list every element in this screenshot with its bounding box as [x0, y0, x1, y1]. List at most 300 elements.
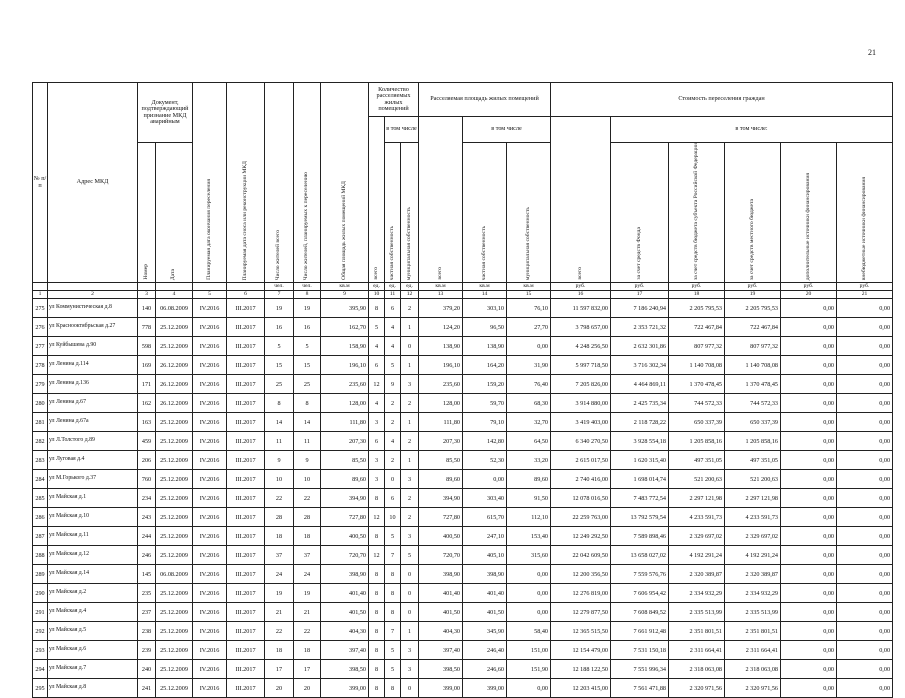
table-cell: 241 — [138, 679, 156, 698]
table-cell: 285 — [33, 489, 48, 508]
address-cell: ул Ленина д.67 — [48, 394, 138, 413]
table-cell: 7 589 898,46 — [611, 527, 669, 546]
address-cell: ул Майская д.12 — [48, 546, 138, 565]
table-cell: 8 — [369, 622, 385, 641]
table-cell: 615,70 — [463, 508, 507, 527]
table-cell: IV.2016 — [193, 546, 227, 565]
header-area-incl: в том числе — [463, 117, 551, 143]
table-cell: 89,60 — [507, 470, 551, 489]
table-cell: 0,00 — [781, 679, 837, 698]
table-cell: 8 — [369, 679, 385, 698]
table-cell: 288 — [33, 546, 48, 565]
table-cell: 459 — [138, 432, 156, 451]
table-cell: 8 — [385, 584, 401, 603]
table-cell: 22 — [265, 489, 294, 508]
table-cell: 0,00 — [781, 489, 837, 508]
table-cell: 246,40 — [463, 641, 507, 660]
unit-cell: чел. — [265, 283, 294, 291]
table-cell: 7 483 772,54 — [611, 489, 669, 508]
table-cell: 401,50 — [463, 603, 507, 622]
unit-cell — [33, 283, 48, 291]
table-cell: III.2017 — [227, 546, 265, 565]
table-cell: IV.2016 — [193, 337, 227, 356]
table-cell: 10 — [265, 470, 294, 489]
address-cell: ул Майская д.4 — [48, 603, 138, 622]
table-cell: 1 205 858,16 — [725, 432, 781, 451]
header-area-municipal: муниципальная собственность — [524, 206, 531, 280]
table-cell: 744 572,33 — [669, 394, 725, 413]
table-row — [33, 318, 893, 337]
table-cell: 6 340 270,50 — [551, 432, 611, 451]
table-cell: 25 — [294, 375, 321, 394]
table-cell: 3 — [401, 527, 419, 546]
table-cell: 142,80 — [463, 432, 507, 451]
table-cell: 25.12.2009 — [156, 603, 193, 622]
column-number-cell: 4 — [156, 291, 193, 299]
unit-cell: кв.м — [463, 283, 507, 291]
table-cell: 25.12.2009 — [156, 679, 193, 698]
table-cell: 400,50 — [419, 527, 463, 546]
table-cell: 2 740 416,00 — [551, 470, 611, 489]
table-cell: 25 — [265, 375, 294, 394]
table-cell: 280 — [33, 394, 48, 413]
table-cell: 138,90 — [419, 337, 463, 356]
table-cell: 1 — [401, 622, 419, 641]
table-cell: 158,90 — [321, 337, 369, 356]
table-cell: 12 188 122,50 — [551, 660, 611, 679]
table-cell: 1 — [401, 451, 419, 470]
header-cost-subject: за счет средств бюджета субъекта Российской Федерации — [692, 143, 699, 280]
table-cell: 287 — [33, 527, 48, 546]
header-address: Адрес МКД — [48, 83, 138, 283]
table-cell: 19 — [294, 584, 321, 603]
table-cell: 497 351,05 — [725, 451, 781, 470]
table-cell: 13 792 579,54 — [611, 508, 669, 527]
column-number-cell: 10 — [369, 291, 385, 299]
table-cell: 8 — [369, 565, 385, 584]
table-cell: 06.08.2009 — [156, 565, 193, 584]
table-cell: 4 — [369, 337, 385, 356]
table-cell: 2 311 664,41 — [669, 641, 725, 660]
table-cell: 0,00 — [781, 470, 837, 489]
table-cell: III.2017 — [227, 584, 265, 603]
table-cell: 235,60 — [321, 375, 369, 394]
table-cell: 0,00 — [507, 337, 551, 356]
unit-cell — [48, 283, 138, 291]
table-cell: 807 977,32 — [669, 337, 725, 356]
unit-cell — [193, 283, 227, 291]
table-cell: 159,20 — [463, 375, 507, 394]
table-cell: 11 — [294, 432, 321, 451]
table-cell: 124,20 — [419, 318, 463, 337]
unit-cell: ед. — [401, 283, 419, 291]
table-row — [33, 337, 893, 356]
table-cell: 112,10 — [507, 508, 551, 527]
column-number-cell: 13 — [419, 291, 463, 299]
table-cell: 5 — [294, 337, 321, 356]
table-cell: 151,90 — [507, 660, 551, 679]
table-cell: 7 186 240,94 — [611, 299, 669, 318]
table-cell: 398,50 — [419, 660, 463, 679]
table-row — [33, 641, 893, 660]
table-cell: 284 — [33, 470, 48, 489]
table-row — [33, 565, 893, 584]
table-cell: III.2017 — [227, 337, 265, 356]
address-cell: ул Ленина д.67а — [48, 413, 138, 432]
table-cell: 399,00 — [463, 679, 507, 698]
table-cell: 25.12.2009 — [156, 413, 193, 432]
address-cell: ул Майская д.10 — [48, 508, 138, 527]
table-cell: 235,60 — [419, 375, 463, 394]
table-cell: 0,00 — [781, 299, 837, 318]
table-cell: 13 658 027,02 — [611, 546, 669, 565]
header-cost-fund: за счет средств Фонда — [635, 227, 642, 280]
table-cell: 7 606 954,42 — [611, 584, 669, 603]
table-cell: 0,00 — [837, 337, 893, 356]
table-cell: III.2017 — [227, 622, 265, 641]
table-cell: 8 — [265, 394, 294, 413]
address-cell: ул Майская д.14 — [48, 565, 138, 584]
table-cell: III.2017 — [227, 413, 265, 432]
table-cell: 7 531 150,18 — [611, 641, 669, 660]
table-cell: 22 042 609,50 — [551, 546, 611, 565]
table-cell: 2 351 801,51 — [725, 622, 781, 641]
unit-cell — [227, 283, 265, 291]
table-cell: 521 200,63 — [725, 470, 781, 489]
table-cell: 7 561 471,88 — [611, 679, 669, 698]
table-cell: 5 — [265, 337, 294, 356]
table-cell: 399,00 — [419, 679, 463, 698]
table-cell: 21 — [265, 603, 294, 622]
table-cell: 207,30 — [321, 432, 369, 451]
unit-cell: кв.м — [419, 283, 463, 291]
table-cell: IV.2016 — [193, 432, 227, 451]
table-cell: 25.12.2009 — [156, 622, 193, 641]
table-cell: 8 — [385, 565, 401, 584]
table-cell: 401,50 — [419, 603, 463, 622]
header-cost-group: Стоимость переселения граждан — [551, 83, 893, 117]
header-total-area: Общая площадь жилых помещений МКД — [340, 181, 347, 280]
table-cell: 2 320 389,87 — [669, 565, 725, 584]
table-cell: 3 419 403,00 — [551, 413, 611, 432]
table-cell: 24 — [265, 565, 294, 584]
column-number-cell: 11 — [385, 291, 401, 299]
table-cell: 0,00 — [837, 356, 893, 375]
table-cell: 8 — [369, 527, 385, 546]
table-cell: IV.2016 — [193, 641, 227, 660]
table-cell: 59,70 — [463, 394, 507, 413]
table-cell: 283 — [33, 451, 48, 470]
table-cell: 7 559 576,76 — [611, 565, 669, 584]
table-cell: III.2017 — [227, 318, 265, 337]
header-cost-all: всего — [576, 267, 583, 280]
table-cell: 0,00 — [507, 603, 551, 622]
table-cell: 4 — [385, 337, 401, 356]
address-cell: ул Ленина д.114 — [48, 356, 138, 375]
table-cell: 128,00 — [321, 394, 369, 413]
table-cell: 11 — [265, 432, 294, 451]
table-cell: 5 — [385, 356, 401, 375]
table-cell: 25.12.2009 — [156, 546, 193, 565]
table-cell: 162 — [138, 394, 156, 413]
table-cell: 401,40 — [419, 584, 463, 603]
table-cell: 10 — [294, 470, 321, 489]
table-cell: 2 318 063,08 — [725, 660, 781, 679]
header-document: Документ, подтверждающий признание МКД аварийным — [138, 83, 193, 143]
table-cell: 18 — [294, 527, 321, 546]
table-cell: 164,20 — [463, 356, 507, 375]
table-cell: 8 — [294, 394, 321, 413]
table-cell: 7 205 826,00 — [551, 375, 611, 394]
table-cell: 9 — [265, 451, 294, 470]
table-cell: 0,00 — [837, 546, 893, 565]
table-cell: 275 — [33, 299, 48, 318]
table-cell: 379,20 — [419, 299, 463, 318]
table-cell: 3 716 302,34 — [611, 356, 669, 375]
table-cell: 8 — [369, 489, 385, 508]
table-cell: 169 — [138, 356, 156, 375]
table-cell: 25.12.2009 — [156, 527, 193, 546]
table-cell: 727,80 — [419, 508, 463, 527]
table-cell: 244 — [138, 527, 156, 546]
table-cell: 25.12.2009 — [156, 508, 193, 527]
table-cell: 11 597 832,00 — [551, 299, 611, 318]
table-cell: 196,10 — [321, 356, 369, 375]
table-cell: 0,00 — [507, 565, 551, 584]
table-cell: 293 — [33, 641, 48, 660]
table-cell: 0,00 — [463, 470, 507, 489]
table-cell: 0,00 — [781, 508, 837, 527]
column-number-cell: 2 — [48, 291, 138, 299]
table-cell: 0,00 — [781, 527, 837, 546]
header-residents: Число жителей всего — [275, 229, 282, 280]
table-cell: 398,90 — [321, 565, 369, 584]
table-cell: 196,10 — [419, 356, 463, 375]
table-cell: 37 — [294, 546, 321, 565]
table-cell: 76,10 — [507, 299, 551, 318]
table-cell: 7 551 996,34 — [611, 660, 669, 679]
header-cost-extra: дополнительные источники финансирования — [804, 172, 811, 280]
table-cell: 7 — [385, 622, 401, 641]
table-cell: 96,50 — [463, 318, 507, 337]
table-cell: 2 — [401, 299, 419, 318]
table-cell: 0,00 — [837, 413, 893, 432]
table-cell: 292 — [33, 622, 48, 641]
column-number-cell: 17 — [611, 291, 669, 299]
table-cell: 276 — [33, 318, 48, 337]
table-cell: IV.2016 — [193, 508, 227, 527]
column-number-cell: 20 — [781, 291, 837, 299]
header-area-private: частная собственность — [480, 225, 487, 280]
table-cell: 12 078 016,50 — [551, 489, 611, 508]
table-cell: 06.08.2009 — [156, 299, 193, 318]
table-cell: 64,50 — [507, 432, 551, 451]
table-row — [33, 660, 893, 679]
table-cell: 3 798 657,00 — [551, 318, 611, 337]
table-cell: 0,00 — [781, 546, 837, 565]
header-area-group: Расселяемая площадь жилых помещений — [419, 83, 551, 117]
table-cell: 247,10 — [463, 527, 507, 546]
table-cell: 0 — [401, 584, 419, 603]
table-cell: 22 259 763,00 — [551, 508, 611, 527]
table-cell: 1 — [401, 413, 419, 432]
table-cell: 0 — [385, 470, 401, 489]
table-cell: 3 928 554,18 — [611, 432, 669, 451]
table-cell: 760 — [138, 470, 156, 489]
table-cell: 89,60 — [321, 470, 369, 489]
table-cell: 12 279 877,50 — [551, 603, 611, 622]
unit-cell — [138, 283, 156, 291]
table-cell: IV.2016 — [193, 527, 227, 546]
unit-cell: кв.м — [507, 283, 551, 291]
column-number-cell: 12 — [401, 291, 419, 299]
table-cell: 3 914 880,00 — [551, 394, 611, 413]
table-cell: 31,90 — [507, 356, 551, 375]
header-plan-end: Планируемая дата окончания переселения — [205, 179, 212, 280]
table-cell: 650 337,39 — [725, 413, 781, 432]
table-cell: 28 — [294, 508, 321, 527]
table-cell: 145 — [138, 565, 156, 584]
table-cell: 0,00 — [837, 451, 893, 470]
table-cell: 398,90 — [419, 565, 463, 584]
table-cell: 2 320 971,56 — [725, 679, 781, 698]
table-cell: 5 — [385, 641, 401, 660]
table-cell: 151,00 — [507, 641, 551, 660]
table-cell: 0,00 — [837, 375, 893, 394]
table-row — [33, 584, 893, 603]
table-cell: 4 248 256,50 — [551, 337, 611, 356]
table-cell: 0,00 — [781, 584, 837, 603]
table-cell: 0,00 — [837, 394, 893, 413]
page-number: 21 — [868, 48, 876, 57]
table-cell: 398,50 — [321, 660, 369, 679]
table-cell: 32,70 — [507, 413, 551, 432]
table-cell: 4 233 591,73 — [669, 508, 725, 527]
table-cell: 206 — [138, 451, 156, 470]
table-cell: 0,00 — [781, 660, 837, 679]
table-cell: 8 — [369, 660, 385, 679]
table-cell: 17 — [294, 660, 321, 679]
table-cell: 0 — [401, 565, 419, 584]
header-cost-local: за счет средств местного бюджета — [748, 198, 755, 280]
table-cell: 5 — [385, 527, 401, 546]
table-cell: 400,50 — [321, 527, 369, 546]
table-cell: 22 — [294, 622, 321, 641]
table-cell: 650 337,39 — [669, 413, 725, 432]
table-cell: 20 — [265, 679, 294, 698]
table-cell: 303,10 — [463, 299, 507, 318]
address-cell: ул Луговая д.4 — [48, 451, 138, 470]
column-number-cell: 19 — [725, 291, 781, 299]
table-cell: 4 192 291,24 — [669, 546, 725, 565]
table-cell: 2 334 932,29 — [669, 584, 725, 603]
table-cell: 138,90 — [463, 337, 507, 356]
table-cell: 2 205 795,53 — [669, 299, 725, 318]
table-cell: 10 — [385, 508, 401, 527]
table-cell: 89,60 — [419, 470, 463, 489]
table-cell: IV.2016 — [193, 451, 227, 470]
table-cell: III.2017 — [227, 299, 265, 318]
table-cell: III.2017 — [227, 489, 265, 508]
table-cell: 128,00 — [419, 394, 463, 413]
table-row — [33, 394, 893, 413]
table-cell: 18 — [265, 641, 294, 660]
table-cell: 521 200,63 — [669, 470, 725, 489]
table-cell: 3 — [401, 641, 419, 660]
table-cell: 2 297 121,98 — [669, 489, 725, 508]
table-cell: 235 — [138, 584, 156, 603]
table-cell: 19 — [265, 584, 294, 603]
table-row — [33, 527, 893, 546]
table-cell: 2 615 017,50 — [551, 451, 611, 470]
column-number-cell: 9 — [321, 291, 369, 299]
table-cell: 2 353 721,32 — [611, 318, 669, 337]
table-cell: III.2017 — [227, 660, 265, 679]
table-cell: 27,70 — [507, 318, 551, 337]
column-number-cell: 16 — [551, 291, 611, 299]
table-cell: 0,00 — [837, 508, 893, 527]
table-cell: 0,00 — [781, 641, 837, 660]
table-cell: 0,00 — [781, 318, 837, 337]
table-row — [33, 413, 893, 432]
table-cell: 4 — [385, 318, 401, 337]
table-cell: 401,40 — [321, 584, 369, 603]
table-cell: 8 — [369, 641, 385, 660]
table-cell: 2 205 795,53 — [725, 299, 781, 318]
table-row — [33, 470, 893, 489]
table-cell: 246,60 — [463, 660, 507, 679]
address-cell: ул Л.Толстого д.89 — [48, 432, 138, 451]
table-cell: 1 — [401, 318, 419, 337]
column-number-cell: 5 — [193, 291, 227, 299]
table-cell: 497 351,05 — [669, 451, 725, 470]
header-count-incl: в том числе — [385, 117, 419, 143]
table-cell: 2 320 389,87 — [725, 565, 781, 584]
table-cell: 15 — [294, 356, 321, 375]
table-cell: 0,00 — [781, 375, 837, 394]
table-cell: IV.2016 — [193, 679, 227, 698]
table-cell: IV.2016 — [193, 318, 227, 337]
header-plan-demolition: Планируемая дата сноса или реконструкции МКД — [241, 160, 248, 280]
table-cell: 12 365 515,50 — [551, 622, 611, 641]
table-cell: 2 — [401, 508, 419, 527]
table-cell: 289 — [33, 565, 48, 584]
table-cell: 162,70 — [321, 318, 369, 337]
table-cell: 171 — [138, 375, 156, 394]
table-cell: III.2017 — [227, 603, 265, 622]
table-cell: 2 318 063,08 — [669, 660, 725, 679]
table-cell: 401,50 — [321, 603, 369, 622]
table-cell: 2 329 697,02 — [725, 527, 781, 546]
column-number-cell: 21 — [837, 291, 893, 299]
table-row — [33, 299, 893, 318]
table-cell: 9 — [294, 451, 321, 470]
table-cell: III.2017 — [227, 508, 265, 527]
unit-cell: руб. — [837, 283, 893, 291]
table-cell: 25.12.2009 — [156, 660, 193, 679]
table-cell: 111,80 — [321, 413, 369, 432]
table-cell: 21 — [294, 603, 321, 622]
table-cell: 12 200 356,50 — [551, 565, 611, 584]
table-cell: 15 — [265, 356, 294, 375]
table-cell: 0,00 — [837, 603, 893, 622]
table-cell: 25.12.2009 — [156, 489, 193, 508]
table-cell: 239 — [138, 641, 156, 660]
table-cell: 5 — [385, 660, 401, 679]
table-cell: 3 — [401, 660, 419, 679]
address-cell: ул Коммунистическая д.8 — [48, 299, 138, 318]
table-cell: IV.2016 — [193, 394, 227, 413]
